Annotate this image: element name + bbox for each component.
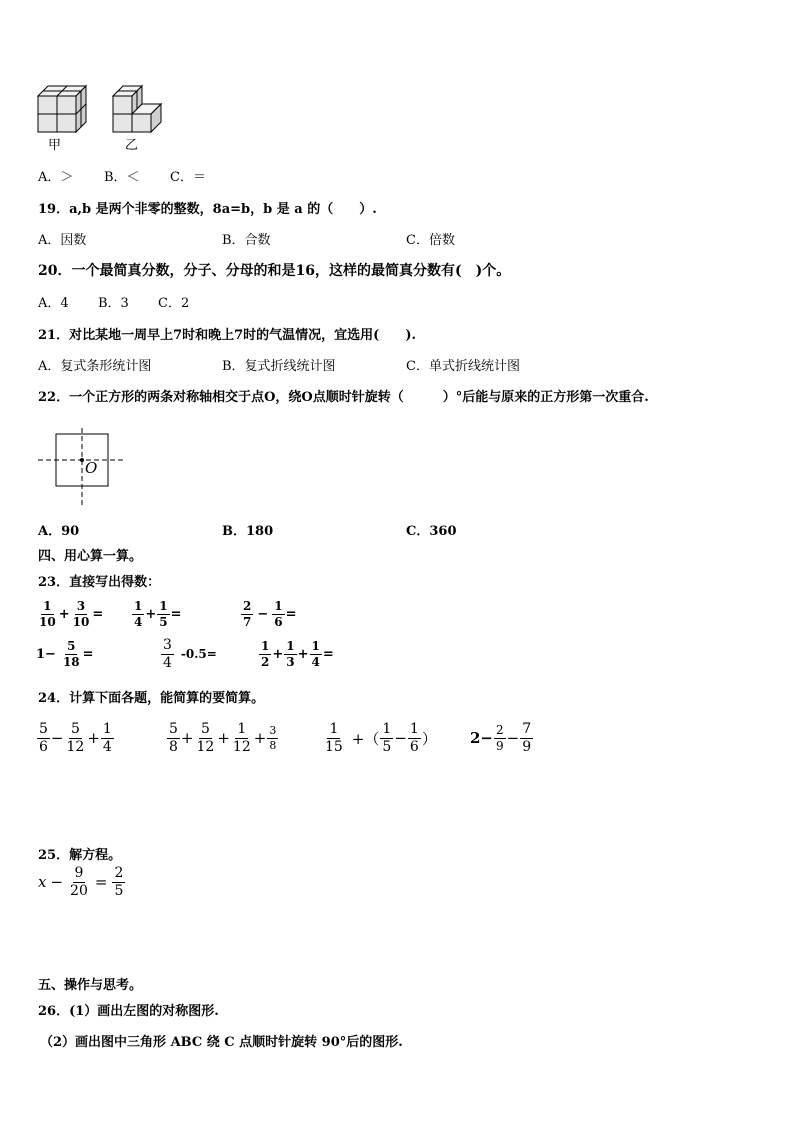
q23-expr-5: $\frac{3}{4}$ -0.5=	[163, 637, 217, 671]
q21-option-a: A．复式条形统计图	[38, 359, 152, 374]
q19-option-c: C．倍数	[406, 233, 455, 248]
q18-option-a: A．＞	[38, 170, 74, 185]
q24-stem: 24．计算下面各题，能简算的要简算。	[38, 691, 265, 706]
square-axes-figure	[36, 428, 131, 508]
q20-option-a: A．4	[38, 296, 69, 311]
q25-equation: x − $\frac{9}{20}$ = $\frac{2}{5}$	[38, 865, 124, 899]
q19-option-a: A．因数	[38, 233, 87, 248]
figure-label-jia: 甲	[48, 138, 62, 153]
q24-expr-3: $\frac{1}{15}$ +（ $\frac{1}{5}$ − $\frac{1}{6}$ ）	[325, 721, 437, 755]
q18-option-c: C．＝	[170, 170, 206, 185]
q20-option-b: B．3	[98, 296, 129, 311]
section-4-heading: 四、用心算一算。	[38, 549, 143, 564]
q20-option-c: C．2	[158, 296, 190, 311]
section-5-heading: 五、操作与思考。	[38, 978, 143, 993]
figure-label-yi: 乙	[125, 138, 139, 153]
q22-stem: 22．一个正方形的两条对称轴相交于点O，绕O点顺时针旋转（ ）°后能与原来的正方形第一次重合.	[38, 390, 649, 405]
q20-stem: 20．一个最简真分数，分子、分母的和是16，这样的最简真分数有( )个。	[38, 263, 511, 279]
q22-option-a: A．90	[38, 524, 80, 539]
q25-stem: 25．解方程。	[38, 848, 122, 863]
q22-option-c: C．360	[406, 524, 457, 539]
q26-part-1: 26．(1）画出左图的对称图形.	[38, 1004, 219, 1019]
q19-stem: 19．a,b 是两个非零的整数，8a=b，b 是 a 的（ ）.	[38, 202, 377, 217]
q23-expr-3: $\frac{2}{7}$ − $\frac{1}{6}$ =	[243, 599, 297, 629]
point-o-label: O	[85, 459, 98, 477]
q23-expr-4: 1− $\frac{5}{18}$ =	[36, 639, 94, 669]
q24-expr-4: 2− $\frac{2}{9}$ − $\frac{7}{9}$	[470, 721, 532, 755]
q24-expr-2: $\frac{5}{8}$ + $\frac{5}{12}$ + $\frac{1}{12}$ + $\frac{3}{8}$	[169, 721, 277, 755]
q23-stem: 23．直接写出得数：	[38, 575, 161, 590]
q23-expr-6: $\frac{1}{2}$ + $\frac{1}{3}$ + $\frac{1}{4}$ =	[261, 639, 334, 669]
q21-stem: 21．对比某地一周早上7时和晚上7时的气温情况，宜选用( ).	[38, 328, 417, 343]
q22-option-b: B．180	[222, 524, 274, 539]
q19-option-b: B．合数	[222, 233, 271, 248]
q23-expr-2: $\frac{1}{4}$ + $\frac{1}{5}$ =	[134, 599, 182, 629]
q26-part-2: （2）画出图中三角形 ABC 绕 C 点顺时针旋转 90°后的图形.	[40, 1035, 403, 1050]
q23-expr-1: $\frac{1}{10}$ + $\frac{3}{10}$ =	[39, 599, 104, 629]
q21-option-c: C．单式折线统计图	[406, 359, 520, 374]
q24-expr-1: $\frac{5}{6}$ − $\frac{5}{12}$ + $\frac{1}{4}$	[39, 721, 112, 755]
q18-option-b: B．＜	[104, 170, 140, 185]
q21-option-b: B．复式折线统计图	[222, 359, 336, 374]
